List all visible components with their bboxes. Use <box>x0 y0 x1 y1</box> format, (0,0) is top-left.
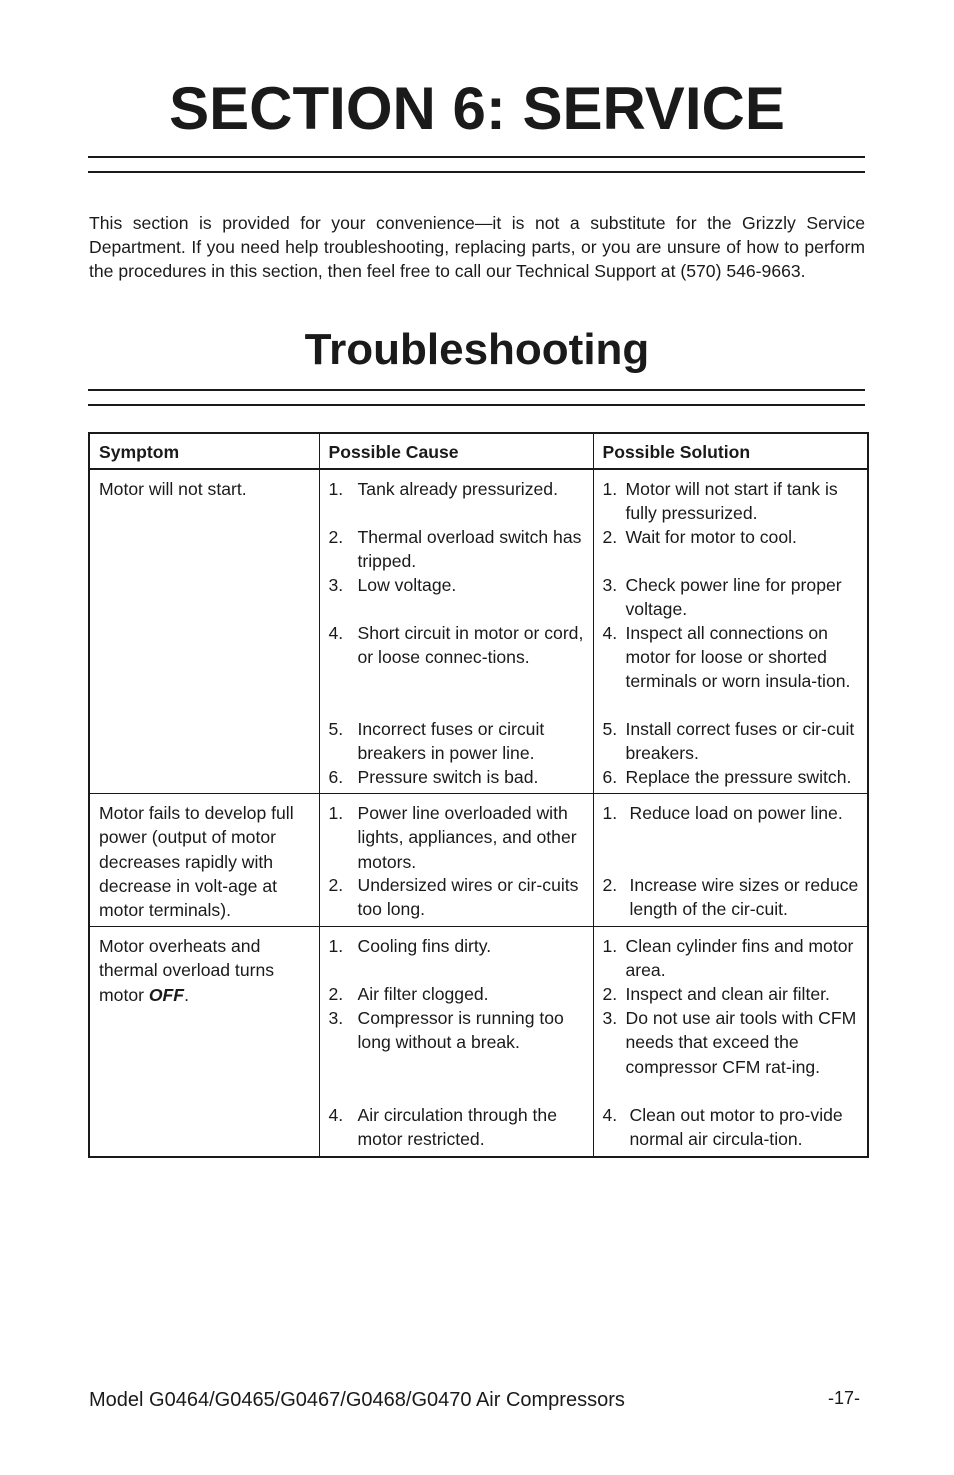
symptom-cell <box>89 794 319 927</box>
list-item: 3. Compressor is running too long without a break. <box>328 1008 564 1053</box>
list-item: 4. Short circuit in motor or cord, or loose connec-tions. <box>328 623 584 668</box>
list-item: 1. Power line overloaded with lights, appliances, and other motors. <box>328 803 577 872</box>
table-row <box>89 794 868 927</box>
title-rule-upper <box>88 156 865 158</box>
list-item: 1. Clean cylinder fins and motor area. <box>602 936 854 981</box>
list-item: 1. Reduce load on power line. <box>602 803 843 824</box>
list-item: 3. Do not use air tools with CFM needs that exceed the compressor CFM rat-ing. <box>602 1008 857 1077</box>
solution-cell <box>593 794 868 927</box>
list-item: 1. Cooling fins dirty. <box>328 936 492 957</box>
symptom-text: Motor fails to develop full power (output of motor decreases rapidly with decrease in volt-age at motor terminals). <box>99 803 294 921</box>
cause-cell <box>319 927 593 1157</box>
list-item: 3. Check power line for proper voltage. <box>602 575 842 620</box>
list-item: 4. Inspect all connections on motor for loose or shorted terminals or worn insula-tion. <box>602 623 851 692</box>
off-emphasis: OFF <box>148 984 185 1005</box>
symptom-text: Motor will not start. <box>99 479 247 499</box>
footer-model-text: Model G0464/G0465/G0467/G0468/G0470 Air Compressors <box>89 1389 625 1411</box>
section-title: SECTION 6: SERVICE <box>169 75 785 142</box>
page-number: -17- <box>828 1388 861 1408</box>
table-row <box>89 469 868 794</box>
list-item: 5. Install correct fuses or cir-cuit breakers. <box>602 719 855 764</box>
troubleshooting-heading: Troubleshooting <box>304 325 650 374</box>
title-rule-lower <box>88 171 865 173</box>
symptom-text: Motor overheats and thermal overload turns motor OFF. <box>99 936 275 1005</box>
table-row <box>89 927 868 1157</box>
heading-rule-upper <box>88 389 865 391</box>
list-item: 5. Incorrect fuses or circuit breakers in power line. <box>328 719 545 764</box>
list-item: 2. Air filter clogged. <box>328 984 489 1005</box>
table-header-row <box>89 433 868 469</box>
list-item: 6. Replace the pressure switch. <box>602 767 852 787</box>
header-possible-cause: Possible Cause <box>319 433 593 469</box>
troubleshooting-table <box>88 432 869 1158</box>
list-item: 2. Inspect and clean air filter. <box>602 984 830 1005</box>
header-possible-solution: Possible Solution <box>593 433 868 469</box>
list-item: 1. Motor will not start if tank is fully pressurized. <box>602 479 838 524</box>
list-item: 2. Increase wire sizes or reduce length of the cir-cuit. <box>602 875 859 920</box>
solution-cell <box>593 469 868 794</box>
intro-paragraph: This section is provided for your convenience—it is not a substitute for the Grizzly Service Department. If you need help troubleshooting, replacing parts, or you are unsure of how to perform the procedures in this section, then feel free to call our Technical Support at (570) 546-9663. <box>89 213 865 282</box>
cause-cell <box>319 794 593 927</box>
header-symptom: Symptom <box>89 433 319 469</box>
list-item: 1. Tank already pressurized. <box>328 479 558 499</box>
list-item: 4. Air circulation through the motor restricted. <box>328 1105 558 1150</box>
symptom-cell <box>89 469 319 794</box>
cause-cell <box>319 469 593 794</box>
heading-rule-lower <box>88 404 865 406</box>
list-item: 2. Thermal overload switch has tripped. <box>328 527 582 572</box>
list-item: 2. Undersized wires or cir-cuits too long. <box>328 875 579 920</box>
solution-cell <box>593 927 868 1157</box>
symptom-cell <box>89 927 319 1157</box>
list-item: 4. Clean out motor to pro-vide normal air circula-tion. <box>602 1105 843 1150</box>
list-item: 3. Low voltage. <box>328 575 457 595</box>
list-item: 6. Pressure switch is bad. <box>328 767 539 787</box>
list-item: 2. Wait for motor to cool. <box>602 527 797 547</box>
